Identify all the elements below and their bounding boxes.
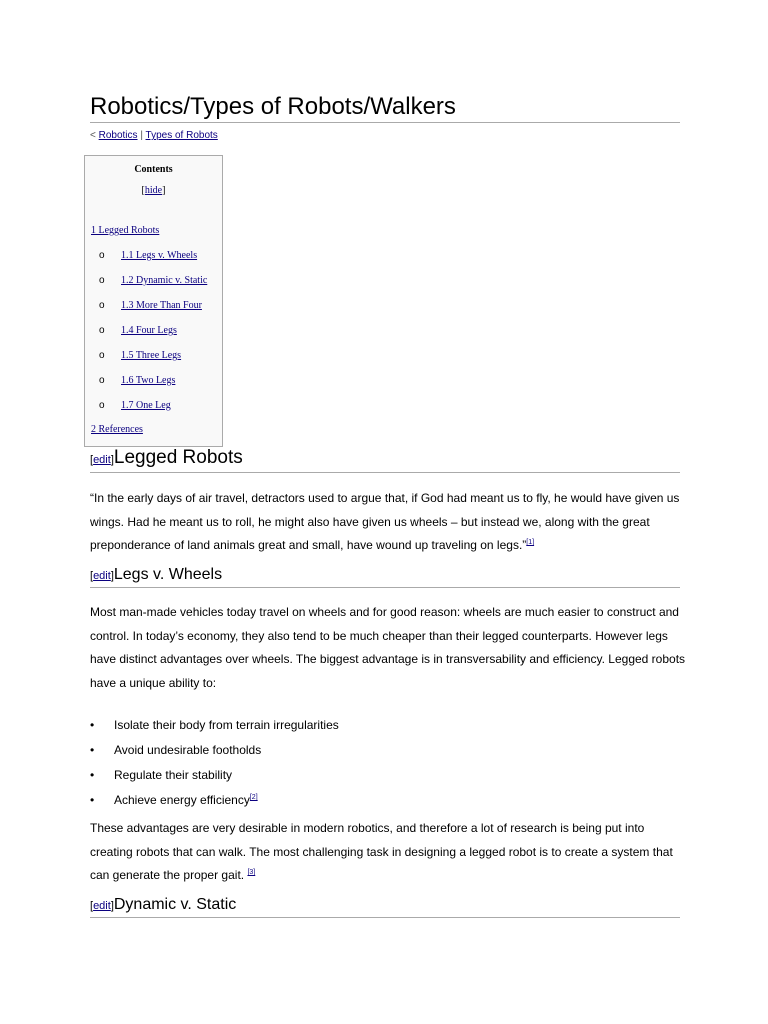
- list-item: [90, 763, 680, 788]
- paragraph-legs-v-wheels: Most man-made vehicles today travel on wheels and for good reason: wheels are much easier to construct and control. In today’s economy, they also tend to be much cheaper than their legged counterparts. However legs have distinct advantages over wheels. The biggest advantage is in transversability and efficiency. Legged robots have a unique ability to:: [90, 605, 686, 690]
- toc-item-legs-v-wheels[interactable]: 1.1 Legs v. Wheels: [121, 250, 198, 261]
- toc-item-two-legs[interactable]: 1.6 Two Legs: [121, 375, 176, 386]
- section-heading-legs-v-wheels: [90, 564, 680, 588]
- list-item: [90, 713, 680, 738]
- list-item: [90, 788, 680, 813]
- breadcrumb-link-robotics[interactable]: Robotics: [98, 130, 138, 141]
- paragraph-legged-quote: [90, 487, 690, 558]
- toc-bullet: o: [99, 325, 105, 336]
- paragraph-legs-v-wheels-2: [90, 817, 690, 888]
- edit-open-bracket: [: [90, 900, 94, 912]
- edit-close-bracket: ]: [110, 570, 114, 582]
- edit-link-group: [90, 570, 114, 582]
- toc-hide-close-bracket: ]: [162, 185, 166, 196]
- toc-bullet: o: [99, 350, 105, 361]
- edit-link[interactable]: edit: [93, 570, 111, 582]
- toc-bullet: o: [99, 375, 105, 386]
- toc-hide-link[interactable]: hide: [144, 185, 163, 196]
- table-of-contents: [84, 155, 223, 447]
- toc-hide-toggle: [85, 185, 222, 196]
- breadcrumb-link-types-of-robots[interactable]: Types of Robots: [145, 130, 218, 141]
- edit-link-group: [90, 900, 114, 912]
- toc-bullet: o: [99, 275, 105, 286]
- toc-bullet: o: [99, 250, 105, 261]
- toc-bullet: o: [99, 400, 105, 411]
- toc-item-references[interactable]: 2 References: [91, 424, 143, 435]
- toc-item-more-than-four[interactable]: 1.3 More Than Four: [121, 300, 202, 311]
- edit-link[interactable]: edit: [93, 454, 111, 466]
- toc-item-three-legs[interactable]: 1.5 Three Legs: [121, 350, 182, 361]
- list-item-text: Regulate their stability: [114, 768, 233, 782]
- section-heading-legged-robots: [90, 446, 680, 473]
- edit-close-bracket: ]: [110, 900, 114, 912]
- list-item-text: Isolate their body from terrain irregularities: [114, 718, 339, 732]
- toc-item-dynamic-v-static[interactable]: 1.2 Dynamic v. Static: [121, 275, 208, 286]
- heading-text: Legs v. Wheels: [113, 566, 223, 583]
- bullet-dot: •: [90, 793, 95, 807]
- edit-open-bracket: [: [90, 454, 94, 466]
- toc-item-one-leg[interactable]: 1.7 One Leg: [121, 400, 171, 411]
- breadcrumb-separator: |: [140, 130, 143, 141]
- bullet-dot: •: [90, 718, 95, 732]
- heading-text: Dynamic v. Static: [113, 896, 237, 913]
- edit-close-bracket: ]: [110, 454, 114, 466]
- page-title: Robotics/Types of Robots/Walkers: [90, 92, 680, 123]
- reference-link-2[interactable]: [2]: [249, 794, 258, 801]
- reference-link-3[interactable]: [3]: [247, 869, 256, 876]
- heading-text: Legged Robots: [113, 447, 243, 468]
- bullet-dot: •: [90, 743, 95, 757]
- edit-link[interactable]: edit: [93, 900, 111, 912]
- breadcrumb-prefix: <: [90, 130, 96, 141]
- toc-item-legged-robots[interactable]: 1 Legged Robots: [91, 225, 160, 236]
- toc-bullet: o: [99, 300, 105, 311]
- reference-link-1[interactable]: [1]: [526, 539, 535, 546]
- paragraph-text: These advantages are very desirable in modern robotics, and therefore a lot of research is being put into creating robots that can walk. The most challenging task in designing a legged robot is to create a system that can generate the proper gait.: [90, 821, 673, 882]
- list-item-text: Avoid undesirable footholds: [114, 743, 262, 757]
- bullet-dot: •: [90, 768, 95, 782]
- breadcrumb: [90, 129, 218, 143]
- edit-link-group: [90, 454, 114, 466]
- edit-open-bracket: [: [90, 570, 94, 582]
- toc-hide-open-bracket: [: [141, 185, 145, 196]
- toc-item-four-legs[interactable]: 1.4 Four Legs: [121, 325, 177, 336]
- list-item: [90, 738, 680, 763]
- paragraph-text: “In the early days of air travel, detractors used to argue that, if God had meant us to fly, he would have given us wings. Had he meant us to roll, he might also have given us wheels – but instead we, along with the great preponderance of land animals great and small, have wound up traveling on legs.”: [90, 491, 680, 552]
- toc-title: Contents: [134, 164, 173, 175]
- list-item-text: Achieve energy efficiency: [114, 793, 250, 807]
- advantages-list: [90, 713, 680, 813]
- section-heading-dynamic-v-static: [90, 894, 680, 918]
